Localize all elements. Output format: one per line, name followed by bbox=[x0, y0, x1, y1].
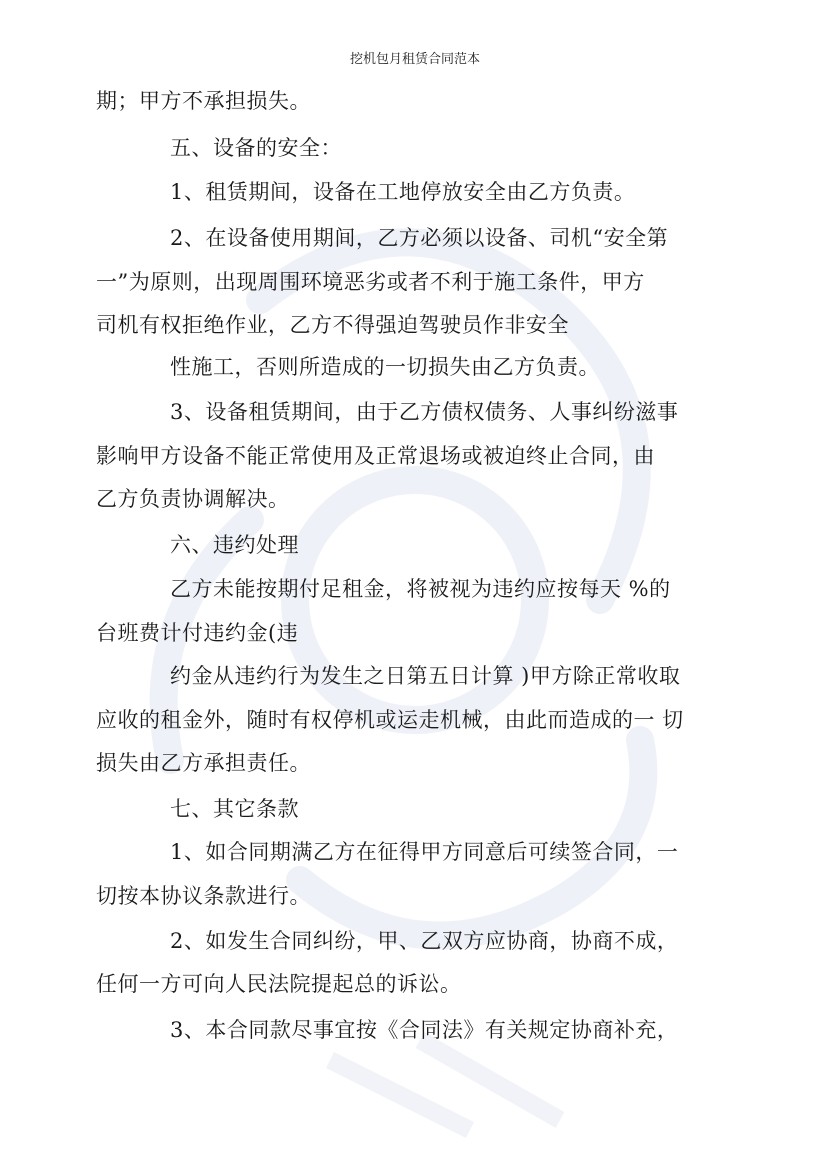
text-line: 切按本协议条款进行。 bbox=[96, 884, 311, 908]
text-line: 3、设备租赁期间，由于乙方债权债务、人事纠纷滋事 bbox=[170, 400, 679, 424]
section-heading: 六、违约处理 bbox=[170, 533, 299, 557]
section-heading: 五、设备的安全： bbox=[170, 136, 342, 160]
text-line: 乙方负责协调解决。 bbox=[96, 487, 290, 511]
text-line: 损失由乙方承担责任。 bbox=[96, 751, 311, 775]
text-line: 一”为原则，出现周围环境恶劣或者不利于施工条件，甲方 bbox=[96, 270, 645, 294]
text-line: 2、如发生合同纠纷，甲、乙双方应协商，协商不成， bbox=[170, 929, 679, 953]
text-line: 约金从违约行为发生之日第五日计算 )甲方除正常收取 bbox=[170, 664, 681, 688]
page-header: 挖机包月租赁合同范本 bbox=[349, 52, 480, 67]
text-line: 任何一方可向人民法院提起总的诉讼。 bbox=[96, 972, 462, 996]
text-line: 台班费计付违约金(违 bbox=[96, 621, 299, 645]
text-line: 1、如合同期满乙方在征得甲方同意后可续签合同，一 bbox=[170, 840, 679, 864]
text-line: 应收的租金外，随时有权停机或运走机械，由此而造成的一 切 bbox=[96, 708, 684, 732]
text-line: 乙方未能按期付足租金，将被视为违约应按每天 %的 bbox=[170, 577, 671, 601]
text-line: 2、在设备使用期间，乙方必须以设备、司机“安全第 bbox=[170, 226, 669, 250]
text-line: 期；甲方不承担损失。 bbox=[96, 89, 311, 113]
text-line: 3、本合同款尽事宜按《合同法》有关规定协商补充， bbox=[170, 1018, 679, 1042]
text-line: 影响甲方设备不能正常使用及正常退场或被迫终止合同，由 bbox=[96, 444, 655, 468]
text-line: 司机有权拒绝作业，乙方不得强迫驾驶员作非安全 bbox=[96, 313, 569, 337]
text-line: 性施工，否则所造成的一切损失由乙方负责。 bbox=[170, 355, 600, 379]
text-line: 1、租赁期间，设备在工地停放安全由乙方负责。 bbox=[170, 180, 636, 204]
section-heading: 七、其它条款 bbox=[170, 797, 299, 821]
